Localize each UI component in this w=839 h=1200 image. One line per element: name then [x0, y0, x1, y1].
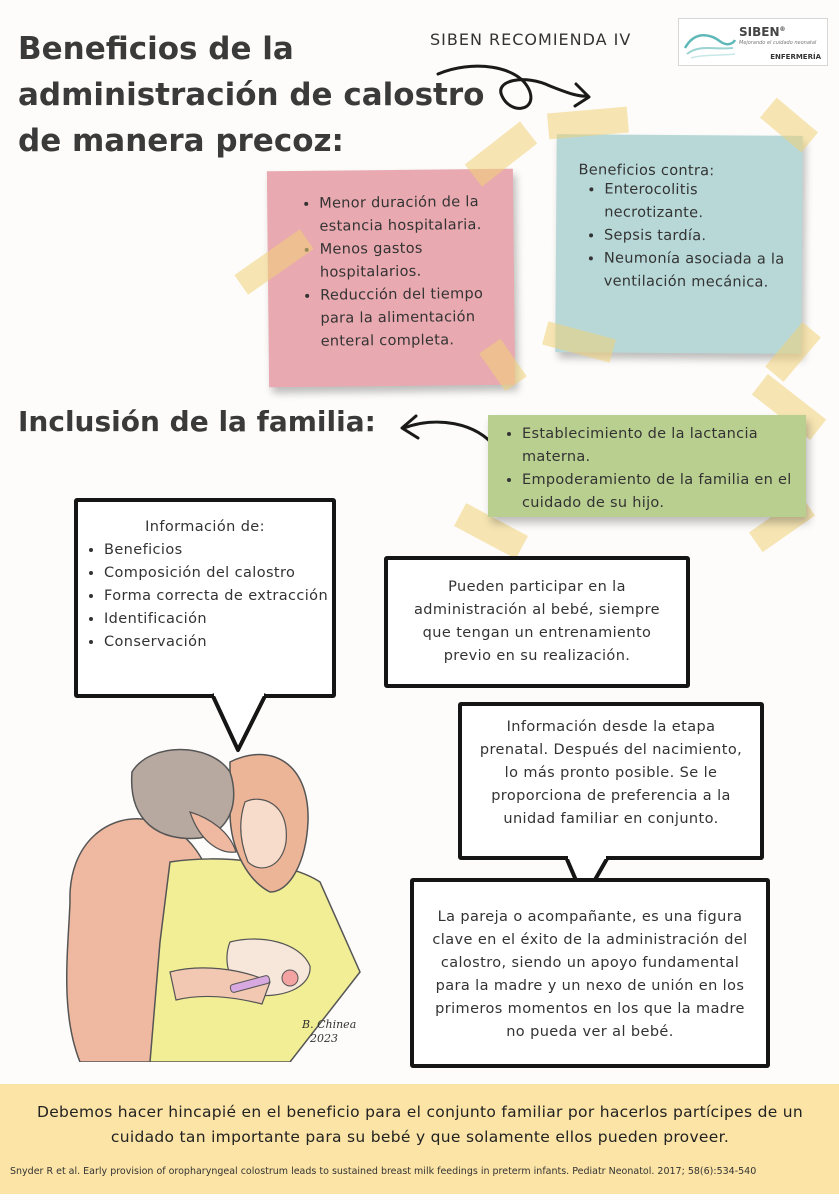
- pink-note-item: • Reducción del tiempo para la alimentación enteral completa.: [320, 283, 501, 354]
- information-item: • Forma correcta de extracción: [104, 585, 332, 608]
- information-box: [74, 498, 336, 698]
- pink-note-item: • Menos gastos hospitalarios.: [320, 237, 500, 285]
- pink-note-item: • Menor duración de la estancia hospitalaria.: [319, 191, 499, 239]
- information-item: • Composición del calostro: [104, 562, 332, 585]
- siben-logo: [678, 18, 828, 66]
- information-box-heading: Información de:: [145, 519, 265, 535]
- section-family-heading: Inclusión de la familia:: [18, 405, 376, 438]
- wave-logo-icon: [681, 20, 737, 64]
- blue-note-item: • Neumonía asociada a la ventilación mecánica.: [604, 247, 792, 294]
- partner-role-box: La pareja o acompañante, es una figura clave en el éxito de la administración del calostro, siendo un apoyo fundamental para la madre y un nexo de unión en los primeros momentos en los que la madre no pueda ver al bebé.: [410, 878, 770, 1068]
- logo-tagline: Mejorando el cuidado neonatal: [739, 40, 817, 46]
- blue-note-item: • Enterocolitis necrotizante.: [604, 178, 792, 225]
- footer-message: Debemos hacer hincapié en el beneficio para el conjunto familiar por hacerlos partícipes de un cuidado tan importante para su bebé y que solamente ellos pueden proveer.: [36, 1103, 804, 1146]
- green-note-item: • Establecimiento de la lactancia materna.: [522, 423, 796, 469]
- illustration-signature-name: B. Chinea: [302, 1018, 357, 1031]
- title-line-1: Beneficios de la: [18, 31, 294, 67]
- green-family-note: [488, 415, 806, 517]
- footer-banner: [0, 1084, 839, 1194]
- prenatal-information-box: Información desde la etapa prenatal. Después del nacimiento, lo más pronto posible. Se le proporciona de preferencia a la unidad familiar en conjunto.: [458, 702, 764, 860]
- family-illustration: [40, 742, 380, 1062]
- blue-benefits-note: [555, 134, 803, 354]
- green-note-item: • Empoderamiento de la familia en el cuidado de su hijo.: [522, 469, 796, 515]
- blue-note-item: • Sepsis tardía.: [604, 224, 792, 248]
- information-item: • Beneficios: [104, 539, 332, 562]
- logo-name: SIBEN®: [739, 25, 786, 39]
- title-line-3: de manera precoz:: [18, 123, 344, 159]
- title-line-2: administración de calostro: [18, 77, 485, 113]
- information-item: • Identificación: [104, 608, 332, 631]
- illustration-signature-year: 2023: [310, 1032, 338, 1045]
- logo-department: ENFERMERÍA: [770, 53, 821, 61]
- pink-benefits-note: [267, 169, 515, 388]
- information-item: • Conservación: [104, 631, 332, 654]
- footer-reference: Snyder R et al. Early provision of oropharyngeal colostrum leads to sustained breast milk feedings in preterm infants. Pediatr Neonatol. 2017; 58(6):534-540: [10, 1166, 757, 1177]
- participation-box: Pueden participar en la administración al bebé, siempre que tengan un entrenamiento previo en su realización.: [384, 556, 690, 688]
- siben-recomienda-label: SIBEN RECOMIENDA IV: [430, 30, 632, 49]
- blue-note-heading: Beneficios contra:: [578, 162, 715, 180]
- arrow-left-icon: [396, 408, 502, 458]
